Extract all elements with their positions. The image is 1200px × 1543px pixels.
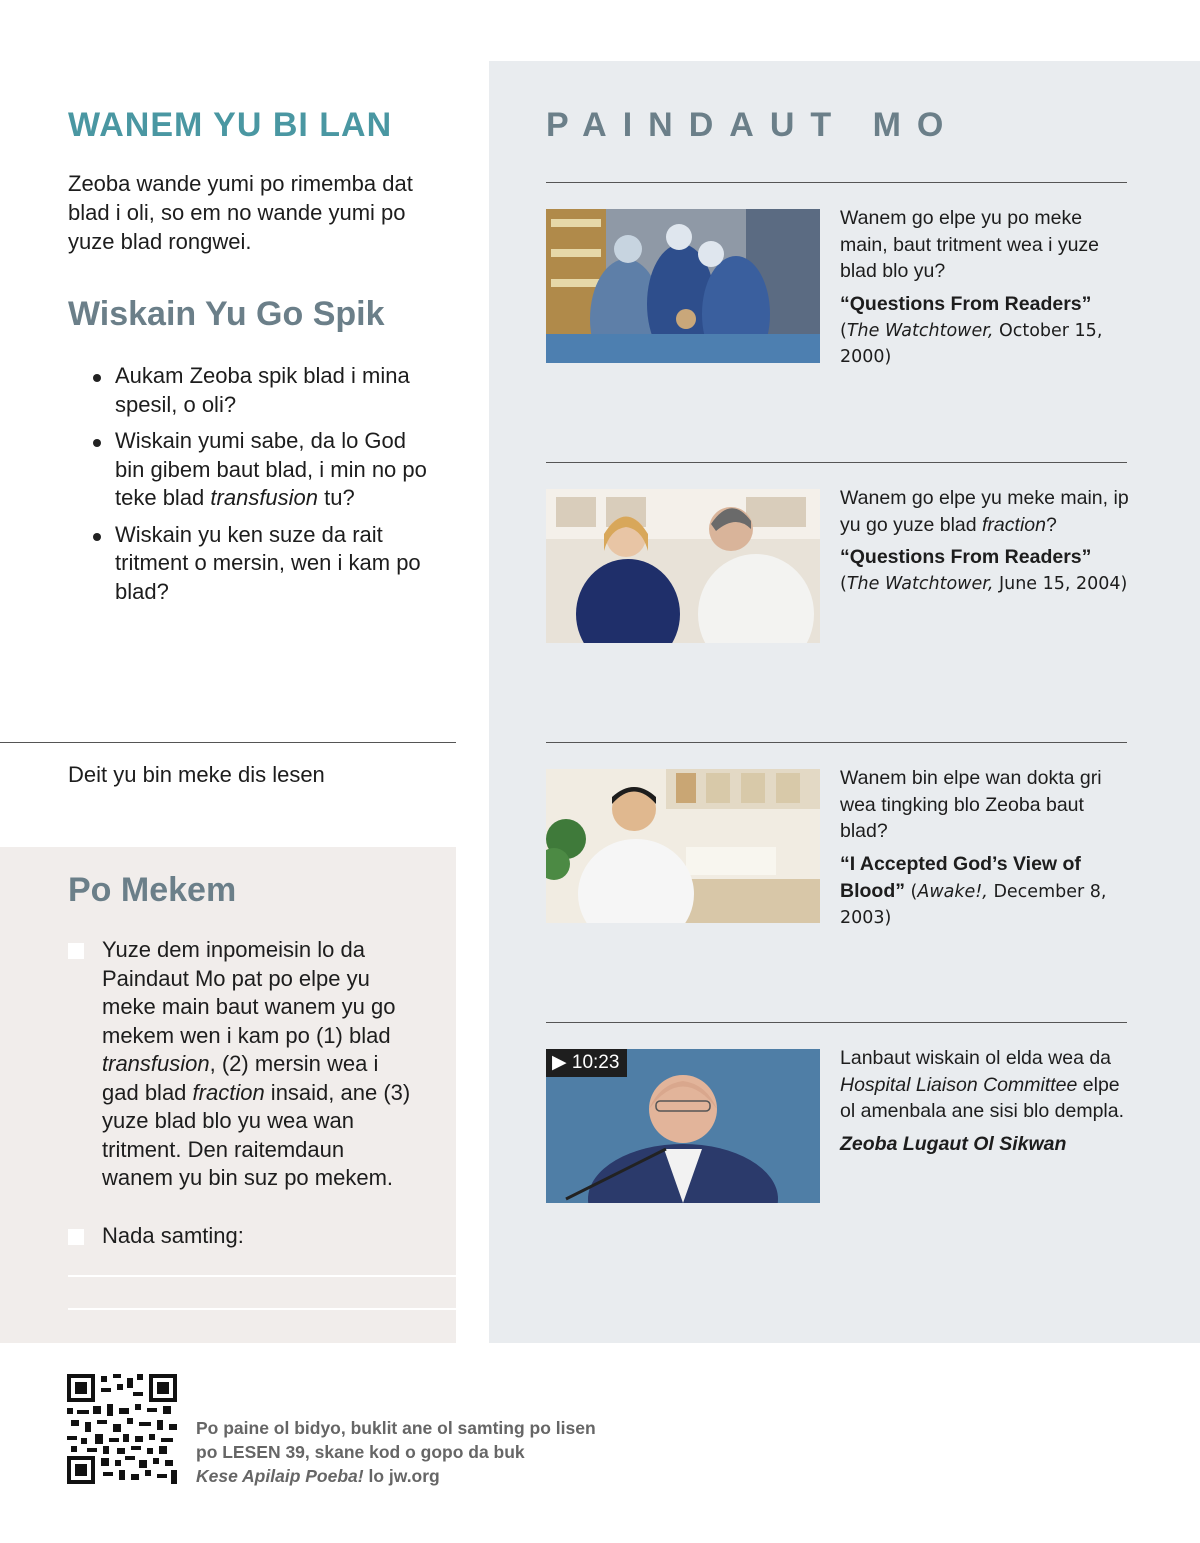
todo-title: Po Mekem — [68, 871, 237, 909]
video-duration-badge: ▶ 10:23 — [546, 1049, 627, 1077]
review-title: Wiskain Yu Go Spik — [68, 295, 385, 333]
reference-3: Wanem bin elpe wan dokta gri wea tingking blo Zeoba baut blad? “I Accepted God’s View of Blood” (Awake!, December 8, 2003) — [840, 765, 1130, 931]
reference-link[interactable]: “Questions From Readers” (The Watchtower, October 15, 2000) — [840, 292, 1103, 367]
qr-code[interactable] — [67, 1374, 177, 1484]
review-question: Wiskain yumi sabe, da lo God bin gibem baut blad, i min no po teke blad transfusion tu? — [92, 427, 437, 513]
bullet-icon — [93, 533, 101, 541]
reference-4: Lanbaut wiskain ol elda wea da Hospital Liaison Committee elpe ol amenbala ane sisi blo dempla. Zeoba Lugaut Ol Sikwan — [840, 1045, 1130, 1158]
review-question: Wiskain yu ken suze da rait tritment o mersin, wen i kam po blad? — [92, 521, 437, 607]
write-in-line[interactable] — [68, 1275, 456, 1277]
doctor-consultation-photo[interactable] — [546, 489, 820, 643]
todo-item — [68, 936, 418, 1193]
divider — [546, 182, 1127, 183]
reference-link[interactable]: “Questions From Readers” (The Watchtower, June 15, 2004) — [840, 546, 1128, 594]
surgery-photo[interactable] — [546, 209, 820, 363]
more-title: PAINDAUT MO — [546, 106, 960, 144]
divider — [546, 462, 1127, 463]
divider — [0, 742, 456, 743]
divider — [546, 742, 1127, 743]
bullet-icon — [93, 374, 101, 382]
todo-item-other — [68, 1222, 418, 1251]
reference-1: Wanem go elpe yu po meke main, baut tritment wea i yuze blad blo yu? “Questions From Readers” (The Watchtower, October 15, 2000) — [840, 205, 1130, 370]
review-question: Aukam Zeoba spik blad i mina spesil, o oli? — [92, 362, 437, 419]
footer-note: Po paine ol bidyo, buklit ane ol samting po lisen po LESEN 39, skane kod o gopo da buk Kese Apilaip Poeba! lo jw.org — [196, 1418, 596, 1486]
write-in-line[interactable] — [68, 1308, 456, 1310]
doctor-at-desk-photo[interactable] — [546, 769, 820, 923]
checkbox[interactable] — [68, 943, 84, 959]
video-thumbnail[interactable] — [546, 1049, 820, 1203]
review-question-list — [92, 362, 437, 614]
todo-item-text: Yuze dem inpomeisin lo da Paindaut Mo pat po elpe yu meke main baut wanem yu go mekem wen i kam po (1) blad transfusion, (2) mersin wea i gad blad fraction insaid, ane (3) yuze blad blo yu wea wan tritment. Den raitemdaun wanem yu bin suz po mekem. — [102, 937, 411, 1190]
divider — [546, 1022, 1127, 1023]
reference-link[interactable]: “I Accepted God’s View of Blood” (Awake!, December 8, 2003) — [840, 852, 1107, 928]
checkbox[interactable] — [68, 1229, 84, 1245]
reference-2: Wanem go elpe yu meke main, ip yu go yuze blad fraction? “Questions From Readers” (The Watchtower, June 15, 2004) — [840, 485, 1130, 597]
bullet-icon — [93, 439, 101, 447]
learn-body: Zeoba wande yumi po rimemba dat blad i oli, so em no wande yumi po yuze blad rongwei. — [68, 171, 413, 254]
learn-title: WANEM YU BI LAN — [68, 106, 393, 144]
todo-item-text: Nada samting: — [102, 1223, 244, 1248]
date-completed-label: Deit yu bin meke dis lesen — [68, 762, 325, 787]
reference-link[interactable]: Zeoba Lugaut Ol Sikwan — [840, 1132, 1067, 1155]
